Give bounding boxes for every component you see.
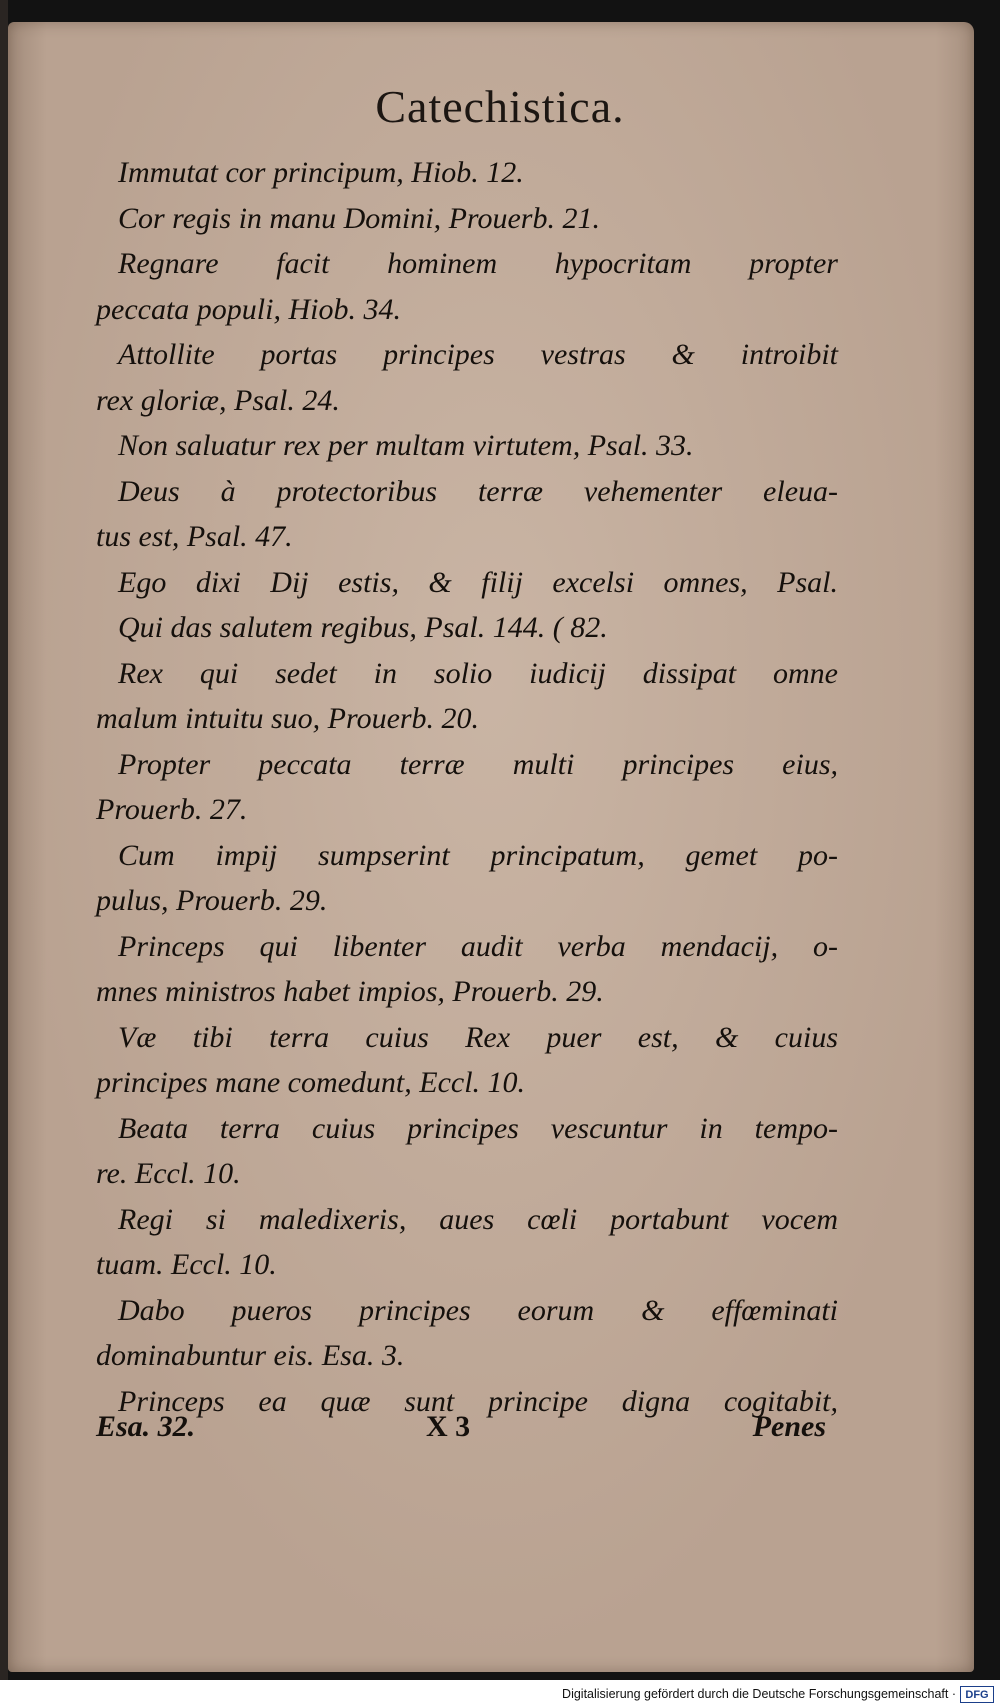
text-line: Rex qui sedet in solio iudicij dissipat omne bbox=[118, 656, 838, 690]
book-edge bbox=[0, 0, 8, 1680]
text-line: re. Eccl. 10. bbox=[96, 1157, 241, 1190]
text-line: peccata populi, Hiob. 34. bbox=[96, 292, 401, 326]
text-line: tus est, Psal. 47. bbox=[96, 520, 293, 553]
text-line: Dabo pueros principes eorum & effœminati bbox=[118, 1293, 838, 1327]
dfg-logo: DFG bbox=[960, 1686, 994, 1703]
text-line: Princeps qui libenter audit verba mendacij, o- bbox=[118, 929, 838, 963]
text-line: Cum impij sumpserint principatum, gemet po- bbox=[118, 838, 838, 872]
text-line: mnes ministros habet impios, Prouerb. 29. bbox=[96, 975, 604, 1008]
text-line: malum intuitu suo, Prouerb. 20. bbox=[96, 702, 480, 735]
text-line: Beata terra cuius principes vescuntur in tempo- bbox=[118, 1111, 838, 1145]
body-text bbox=[96, 150, 838, 1424]
text-line: Cor regis in manu Domini, Prouerb. 21. bbox=[118, 201, 600, 235]
text-line: Princeps ea quæ sunt principe digna cogitabit, bbox=[118, 1384, 838, 1418]
text-line: Attollite portas principes vestras & introibit bbox=[118, 338, 838, 371]
text-line: Prouerb. 27. bbox=[96, 793, 248, 826]
text-line: Væ tibi terra cuius Rex puer est, & cuius bbox=[118, 1020, 838, 1054]
text-line: Regnare facit hominem hypocritam propter bbox=[118, 247, 838, 280]
signature-mark: X 3 bbox=[426, 1410, 471, 1443]
text-line: Qui das salutem regibus, Psal. 144. ( 82. bbox=[118, 611, 608, 644]
text-line: Regi si maledixeris, aues cœli portabunt vocem bbox=[118, 1202, 838, 1236]
page-title: Catechistica. bbox=[375, 81, 625, 132]
digitization-credit-bar bbox=[0, 1683, 1000, 1708]
text-line: Ego dixi Dij estis, & filij excelsi omnes, Psal. bbox=[118, 565, 838, 599]
text-line: Non saluatur rex per multam virtutem, Psal. 33. bbox=[118, 429, 694, 462]
text-line: Propter peccata terræ multi principes eius, bbox=[118, 747, 838, 781]
text-line: Deus à protectoribus terræ vehementer eleua- bbox=[118, 474, 838, 508]
text-line: pulus, Prouerb. 29. bbox=[96, 884, 328, 917]
text-line: tuam. Eccl. 10. bbox=[96, 1248, 277, 1281]
text-line: rex gloriæ, Psal. 24. bbox=[96, 383, 340, 417]
credit-text: Digitalisierung gefördert durch die Deutsche Forschungsgemeinschaft · bbox=[562, 1687, 956, 1701]
text-line: Immutat cor principum, Hiob. 12. bbox=[118, 156, 524, 189]
catchword: Penes bbox=[752, 1410, 826, 1443]
page-footer bbox=[96, 1410, 826, 1456]
text-line: principes mane comedunt, Eccl. 10. bbox=[96, 1066, 526, 1099]
footer-reference: Esa. 32. bbox=[96, 1410, 196, 1443]
text-line: dominabuntur eis. Esa. 3. bbox=[96, 1339, 405, 1372]
